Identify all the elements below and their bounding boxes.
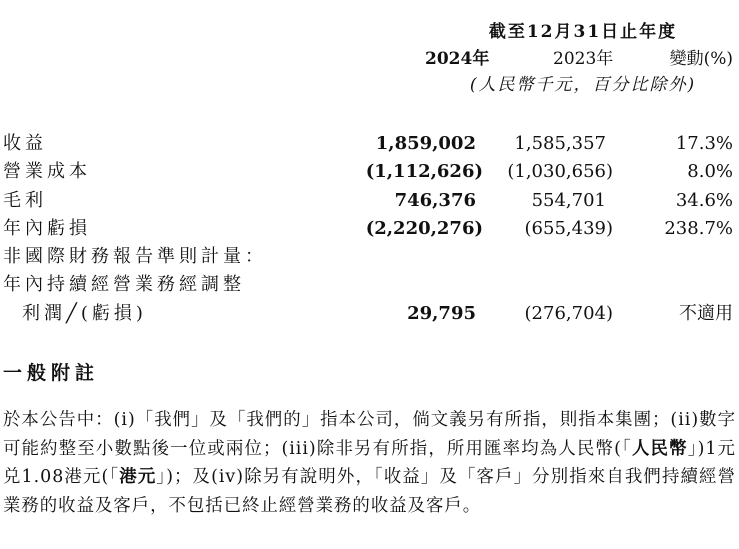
table-row [0, 300, 739, 328]
table-header [393, 18, 733, 98]
value-2023: (655,439) [524, 217, 613, 239]
unit-note: (人民幣千元，百分比除外) [469, 75, 697, 95]
row-label: 非國際財務報告準則計量： [3, 246, 267, 268]
row-label: 利潤╱(虧損) [22, 302, 147, 324]
value-2023: (1,030,656) [507, 161, 613, 183]
notes-heading: 一般附註 [3, 362, 100, 384]
row-label: 毛利 [3, 189, 47, 211]
table-row [0, 243, 739, 271]
period-heading: 截至12月31日止年度 [488, 22, 678, 42]
value-2023: 554,701 [531, 189, 606, 211]
column-headers [393, 46, 733, 72]
value-2023: (276,704) [524, 302, 613, 324]
row-label: 收益 [3, 133, 47, 154]
column-2024: 2024年 [425, 49, 490, 69]
table-row [0, 187, 739, 215]
value-change: 34.6% [675, 189, 733, 211]
column-2023: 2023年 [553, 49, 614, 69]
table-row [0, 215, 739, 243]
table-row [0, 158, 739, 186]
notes-paragraph [3, 406, 736, 520]
notes-text-part: 」)1元兑1.08港元(「 [3, 438, 736, 488]
value-2024: (1,112,626) [365, 161, 483, 183]
row-label: 營業成本 [3, 161, 91, 183]
value-2024: (2,220,276) [365, 217, 483, 239]
notes-hkd-term: 港元 [119, 467, 157, 488]
row-label: 年內虧損 [3, 217, 91, 239]
financial-table [0, 130, 739, 328]
value-2024: 746,376 [394, 189, 476, 211]
notes-rmb-term: 人民幣 [631, 438, 688, 459]
value-change: 17.3% [675, 133, 733, 154]
notes-text-part: 於本公告中：(i)「我們」及「我們的」指本公司，倘文義另有所指，則指本集團；(ii)數字可能約整至小數點後一位或兩位；(iii)除非另有所指，所用匯率均為人民幣(「 [3, 410, 736, 459]
notes-text-part: 」)；及(iv)除另有說明外，「收益」及「客戶」分別指來自我們持續經營業務的收益及客戶，不包括已終止經營業務的收益及客戶。 [3, 467, 736, 516]
value-2024: 29,795 [407, 302, 476, 324]
column-change: 變動(%) [669, 49, 733, 69]
value-change: 238.7% [664, 217, 733, 239]
value-2023: 1,585,357 [514, 133, 606, 154]
value-change: 不適用 [679, 302, 733, 324]
value-change: 8.0% [687, 161, 733, 183]
table-row [0, 271, 739, 299]
value-2024: 1,859,002 [375, 133, 476, 154]
table-row [0, 130, 739, 158]
row-label: 年內持續經營業務經調整 [3, 274, 245, 296]
